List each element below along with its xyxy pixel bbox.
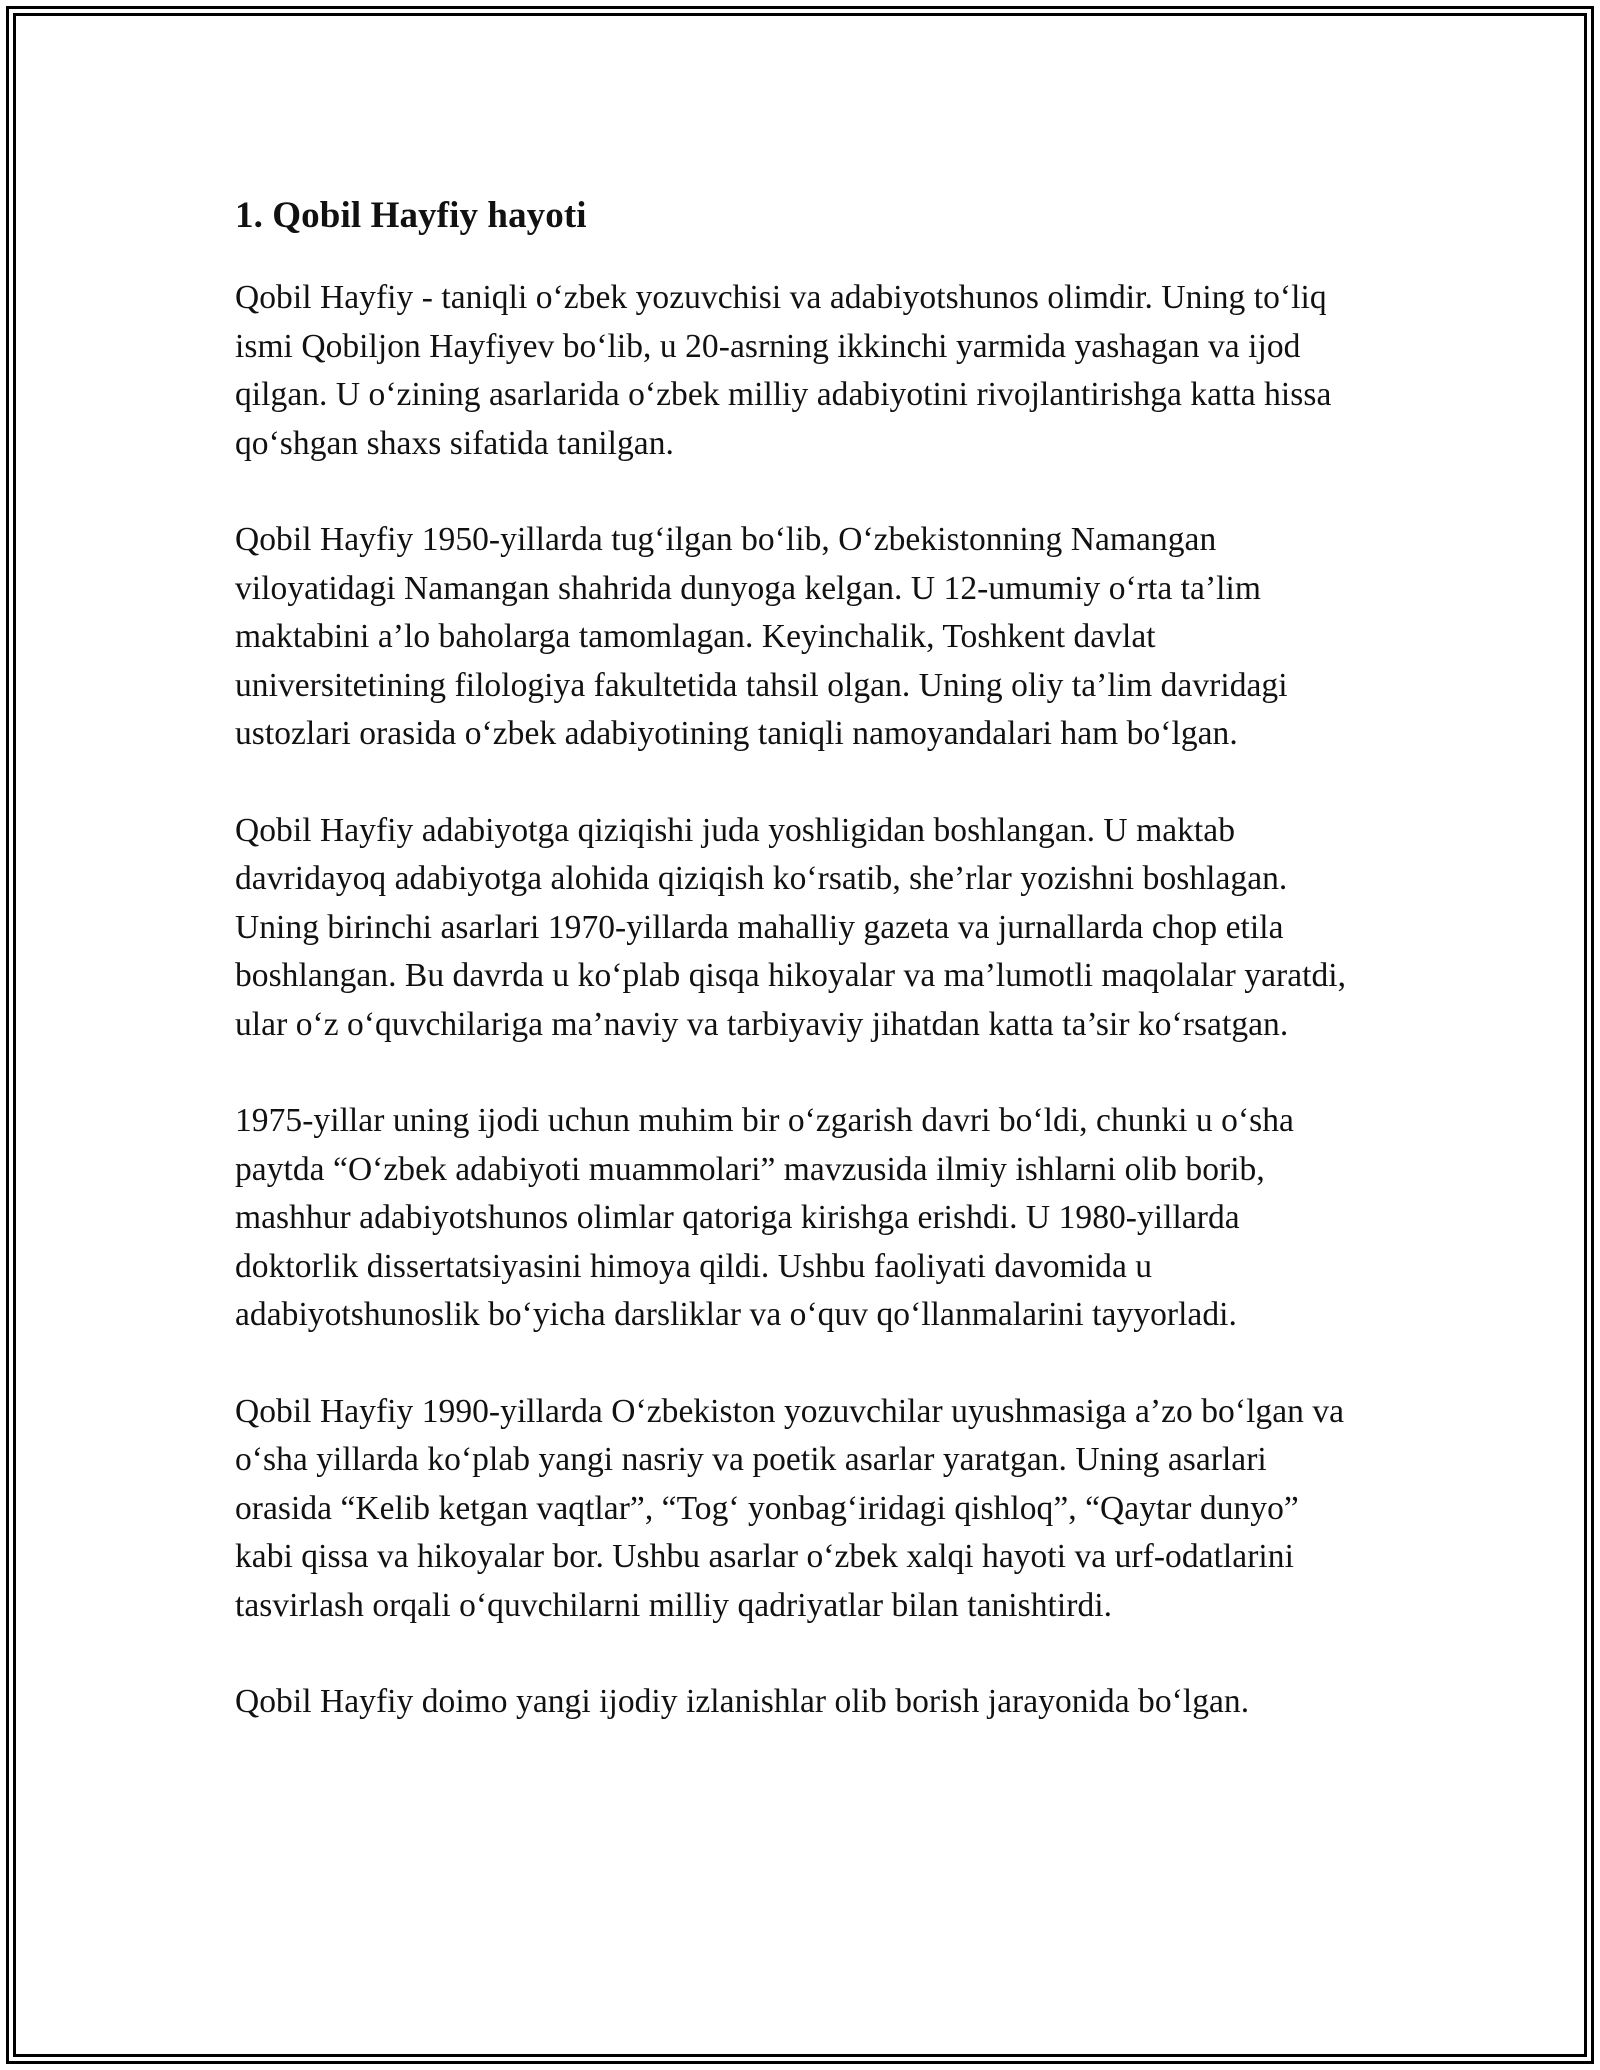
document-body: [235, 188, 1365, 1727]
section-heading: 1. Qobil Hayfiy hayoti: [235, 195, 587, 236]
paragraph-intro: Qobil Hayfiy - taniqli o‘zbek yozuvchisi va adabiyotshunos olimdir. Uning to‘liq ismi Qobiljon Hayfiyev bo‘lib, u 20-asrning ikkinchi yarmida yashagan va ijod qilgan. U o‘zining asarlarida o‘zbek milliy adabiyotini rivojlantirishga katta hissa qo‘shgan shaxs sifatida tanilgan.: [235, 279, 1332, 462]
paragraph-early-life: Qobil Hayfiy 1950-yillarda tug‘ilgan bo‘lib, O‘zbekistonning Namangan viloyatidagi Namangan shahrida dunyoga kelgan. U 12-umumiy o‘rta ta’lim maktabini a’lo baholarga tamomlagan. Keyinchalik, Toshkent davlat universitetining filologiya fakultetida tahsil olgan. Uning oliy ta’lim davridagi ustozlari orasida o‘zbek adabiyotining taniqli namoyandalari ham bo‘lgan.: [235, 521, 1288, 752]
paragraph-scholarly-work: 1975-yillar uning ijodi uchun muhim bir o‘zgarish davri bo‘ldi, chunki u o‘sha paytda “O‘zbek adabiyoti muammolari” mavzusida ilmiy ishlarni olib borib, mashhur adabiyotshunos olimlar qatoriga kirishga erishdi. U 1980-yillarda doktorlik dissertatsiyasini himoya qildi. Ushbu faoliyati davomida u adabiyotshunoslik bo‘yicha darsliklar va o‘quv qo‘llanmalarini tayyorladi.: [235, 1102, 1294, 1333]
paragraph-closing: Qobil Hayfiy doimo yangi ijodiy izlanishlar olib borish jarayonida bo‘lgan.: [235, 1683, 1250, 1720]
paragraph-writers-union: Qobil Hayfiy 1990-yillarda O‘zbekiston yozuvchilar uyushmasiga a’zo bo‘lgan va o‘sha yillarda ko‘plab yangi nasriy va poetik asarlar yaratgan. Uning asarlari orasida “Kelib ketgan vaqtlar”, “Tog‘ yonbag‘iridagi qishloq”, “Qaytar dunyo” kabi qissa va hikoyalar bor. Ushbu asarlar o‘zbek xalqi hayoti va urf-odatlarini tasvirlash orqali o‘quvchilarni milliy qadriyatlar bilan tanishtirdi.: [235, 1392, 1345, 1624]
paragraph-literary-beginnings: Qobil Hayfiy adabiyotga qiziqishi juda yoshligidan boshlangan. U maktab davridayoq adabiyotga alohida qiziqish ko‘rsatib, she’rlar yozishni boshlagan. Uning birinchi asarlari 1970-yillarda mahalliy gazeta va jurnallarda chop etila boshlangan. Bu davrda u ko‘plab qisqa hikoyalar va ma’lumotli maqolalar yaratdi, ular o‘z o‘quvchilariga ma’naviy va tarbiyaviy jihatdan katta ta’sir ko‘rsatgan.: [235, 811, 1347, 1043]
